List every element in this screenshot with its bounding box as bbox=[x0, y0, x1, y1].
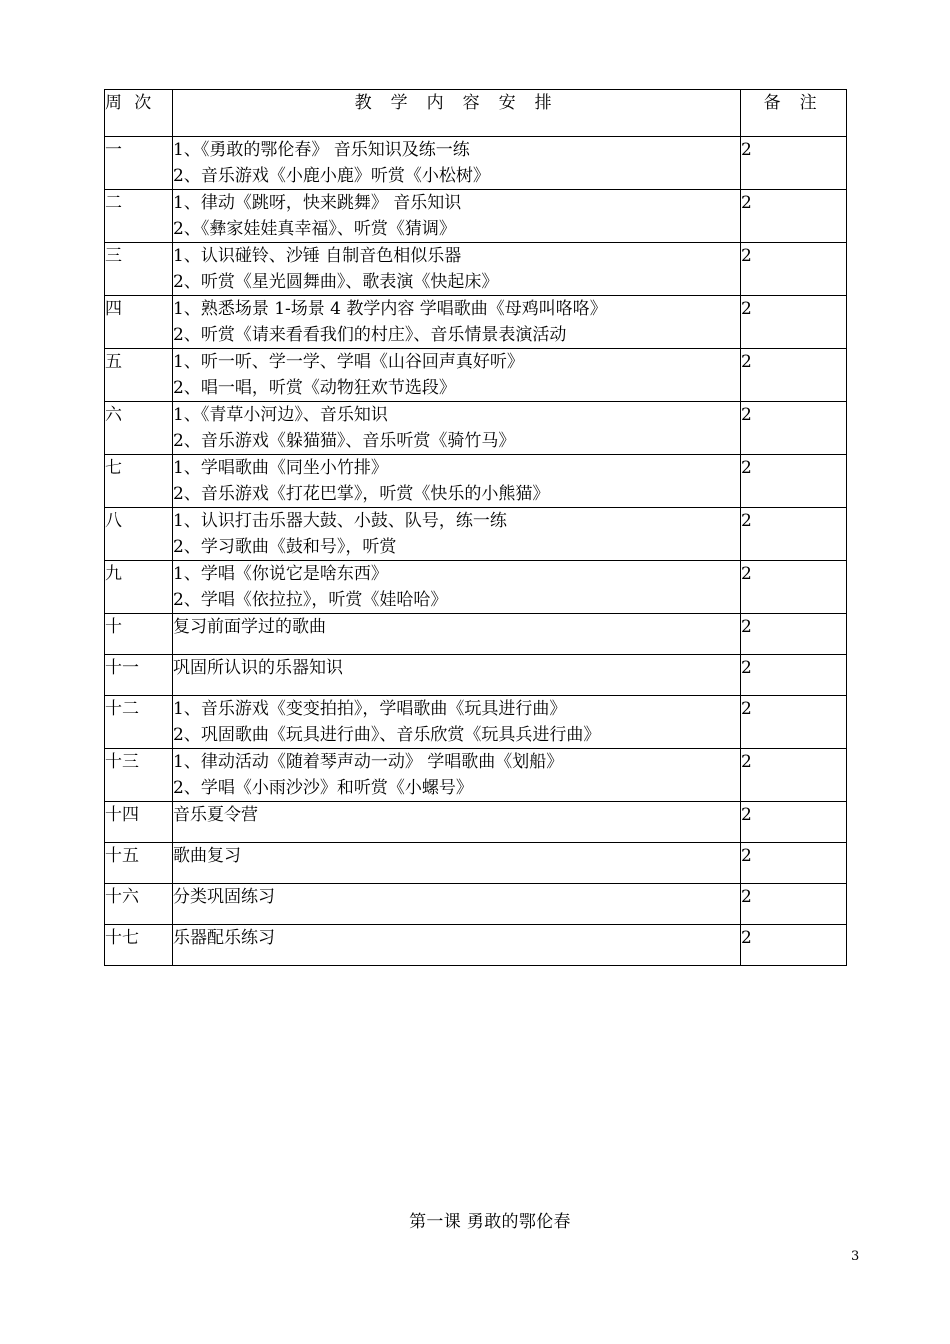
week-cell: 十五 bbox=[105, 843, 173, 884]
content-line: 1、认识碰铃、沙锤 自制音色相似乐器 bbox=[173, 246, 462, 266]
note-cell: 2 bbox=[741, 296, 847, 349]
content-line: 2、学习歌曲《鼓和号》，听赏 bbox=[173, 537, 397, 557]
content-line: 2、巩固歌曲《玩具进行曲》、音乐欣赏《玩具兵进行曲》 bbox=[173, 725, 601, 745]
header-row bbox=[105, 90, 847, 137]
table-row bbox=[105, 614, 847, 655]
table-row bbox=[105, 455, 847, 508]
content-cell bbox=[173, 884, 741, 925]
content-line: 2、听赏《星光圆舞曲》、歌表演《快起床》 bbox=[173, 272, 499, 292]
content-cell bbox=[173, 655, 741, 696]
content-line: 分类巩固练习 bbox=[173, 887, 275, 907]
content-line: 1、熟悉场景 1-场景 4 教学内容 学唱歌曲《母鸡叫咯咯》 bbox=[173, 299, 607, 319]
content-cell bbox=[173, 190, 741, 243]
content-cell bbox=[173, 696, 741, 749]
table-row bbox=[105, 296, 847, 349]
content-cell bbox=[173, 925, 741, 966]
content-line: 1、认识打击乐器大鼓、小鼓、队号，练一练 bbox=[173, 511, 507, 531]
week-cell: 二 bbox=[105, 190, 173, 243]
content-cell bbox=[173, 508, 741, 561]
content-line: 2、听赏《请来看看我们的村庄》、音乐情景表演活动 bbox=[173, 325, 567, 345]
week-cell: 一 bbox=[105, 137, 173, 190]
week-cell: 十一 bbox=[105, 655, 173, 696]
table-row bbox=[105, 884, 847, 925]
content-cell bbox=[173, 349, 741, 402]
table-row bbox=[105, 402, 847, 455]
content-line: 1、学唱歌曲《同坐小竹排》 bbox=[173, 458, 388, 478]
content-line: 2、《彝家娃娃真幸福》、听赏《猜调》 bbox=[173, 219, 456, 239]
week-cell: 九 bbox=[105, 561, 173, 614]
note-cell: 2 bbox=[741, 802, 847, 843]
note-cell: 2 bbox=[741, 925, 847, 966]
note-cell: 2 bbox=[741, 561, 847, 614]
content-cell bbox=[173, 137, 741, 190]
page-number: 3 bbox=[851, 1249, 860, 1264]
content-cell bbox=[173, 843, 741, 884]
content-line: 1、音乐游戏《变变拍拍》，学唱歌曲《玩具进行曲》 bbox=[173, 699, 567, 719]
lesson-title: 第一课 勇敢的鄂伦春 bbox=[409, 1212, 571, 1232]
content-line: 1、《青草小河边》、音乐知识 bbox=[173, 405, 388, 425]
table-row bbox=[105, 190, 847, 243]
schedule-body bbox=[105, 137, 847, 966]
note-cell: 2 bbox=[741, 455, 847, 508]
content-line: 歌曲复习 bbox=[173, 846, 241, 866]
content-line: 2、音乐游戏《打花巴掌》，听赏《快乐的小熊猫》 bbox=[173, 484, 550, 504]
content-line: 音乐夏令营 bbox=[173, 805, 258, 825]
header-note: 备 注 bbox=[741, 90, 847, 137]
table-row bbox=[105, 749, 847, 802]
table-row bbox=[105, 925, 847, 966]
table-row bbox=[105, 655, 847, 696]
content-cell bbox=[173, 455, 741, 508]
note-cell: 2 bbox=[741, 884, 847, 925]
header-week: 周 次 bbox=[105, 90, 173, 137]
week-cell: 十四 bbox=[105, 802, 173, 843]
content-line: 巩固所认识的乐器知识 bbox=[173, 658, 343, 678]
schedule-table bbox=[104, 89, 847, 966]
content-line: 2、唱一唱，听赏《动物狂欢节选段》 bbox=[173, 378, 456, 398]
header-content: 教 学 内 容 安 排 bbox=[173, 90, 741, 137]
note-cell: 2 bbox=[741, 655, 847, 696]
week-cell: 八 bbox=[105, 508, 173, 561]
table-row bbox=[105, 696, 847, 749]
content-cell bbox=[173, 614, 741, 655]
table-row bbox=[105, 561, 847, 614]
content-line: 2、学唱《小雨沙沙》和听赏《小螺号》 bbox=[173, 778, 473, 798]
content-line: 1、律动活动《随着琴声动一动》 学唱歌曲《划船》 bbox=[173, 752, 564, 772]
content-line: 1、《勇敢的鄂伦春》 音乐知识及练一练 bbox=[173, 140, 470, 160]
note-cell: 2 bbox=[741, 349, 847, 402]
table-row bbox=[105, 508, 847, 561]
content-line: 乐器配乐练习 bbox=[173, 928, 275, 948]
week-cell: 十 bbox=[105, 614, 173, 655]
note-cell: 2 bbox=[741, 137, 847, 190]
content-cell bbox=[173, 243, 741, 296]
week-cell: 三 bbox=[105, 243, 173, 296]
note-cell: 2 bbox=[741, 696, 847, 749]
content-cell bbox=[173, 296, 741, 349]
content-cell bbox=[173, 749, 741, 802]
week-cell: 七 bbox=[105, 455, 173, 508]
note-cell: 2 bbox=[741, 243, 847, 296]
content-cell bbox=[173, 802, 741, 843]
note-cell: 2 bbox=[741, 508, 847, 561]
table-row bbox=[105, 243, 847, 296]
content-line: 1、学唱《你说它是啥东西》 bbox=[173, 564, 388, 584]
week-cell: 十二 bbox=[105, 696, 173, 749]
content-line: 1、律动《跳呀，快来跳舞》 音乐知识 bbox=[173, 193, 462, 213]
week-cell: 十七 bbox=[105, 925, 173, 966]
content-cell bbox=[173, 561, 741, 614]
content-line: 2、音乐游戏《小鹿小鹿》听赏《小松树》 bbox=[173, 166, 490, 186]
content-cell bbox=[173, 402, 741, 455]
week-cell: 五 bbox=[105, 349, 173, 402]
content-line: 2、音乐游戏《躲猫猫》、音乐听赏《骑竹马》 bbox=[173, 431, 516, 451]
note-cell: 2 bbox=[741, 843, 847, 884]
content-line: 复习前面学过的歌曲 bbox=[173, 617, 326, 637]
week-cell: 十三 bbox=[105, 749, 173, 802]
week-cell: 十六 bbox=[105, 884, 173, 925]
note-cell: 2 bbox=[741, 614, 847, 655]
note-cell: 2 bbox=[741, 402, 847, 455]
week-cell: 六 bbox=[105, 402, 173, 455]
table-row bbox=[105, 137, 847, 190]
content-line: 2、学唱《依拉拉》，听赏《娃哈哈》 bbox=[173, 590, 448, 610]
table-row bbox=[105, 349, 847, 402]
note-cell: 2 bbox=[741, 190, 847, 243]
note-cell: 2 bbox=[741, 749, 847, 802]
table-row bbox=[105, 802, 847, 843]
table-row bbox=[105, 843, 847, 884]
week-cell: 四 bbox=[105, 296, 173, 349]
content-line: 1、听一听、学一学、学唱《山谷回声真好听》 bbox=[173, 352, 524, 372]
